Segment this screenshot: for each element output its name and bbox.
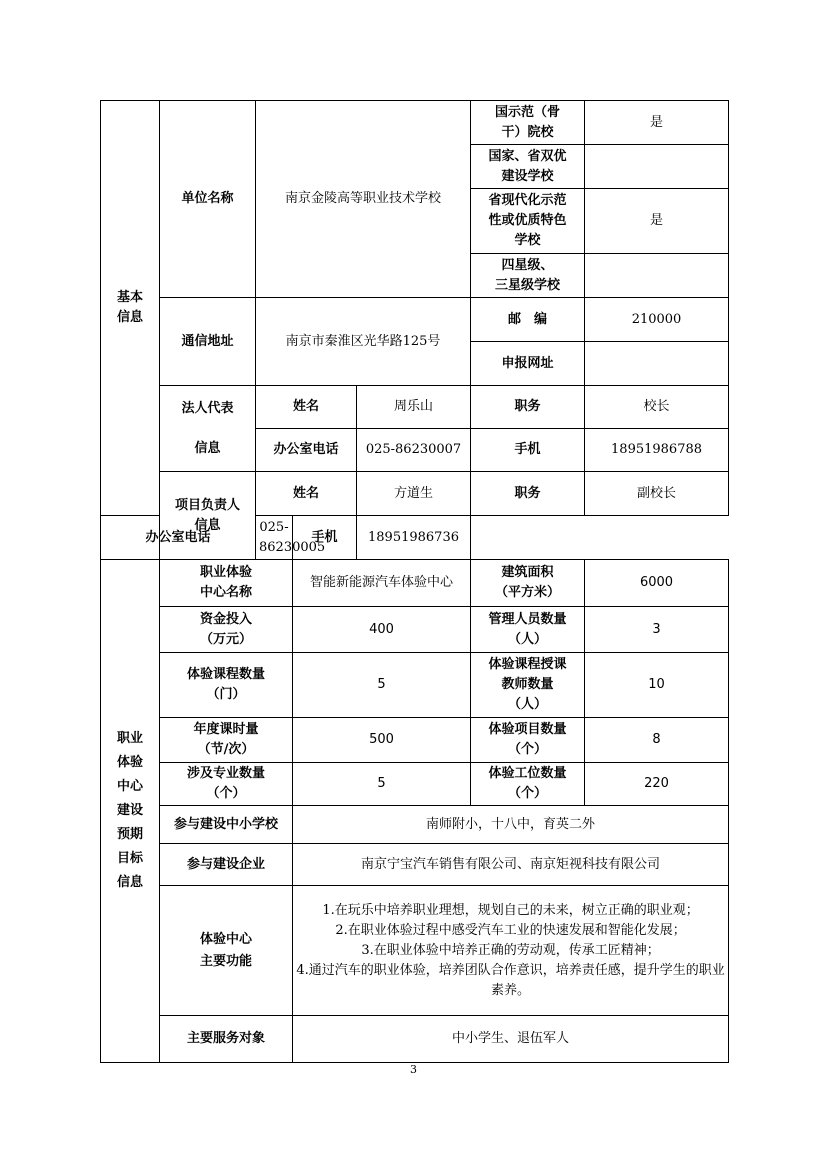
service-label: 主要服务对象: [160, 1016, 293, 1063]
legal-phone-value: 025-86230007: [357, 429, 471, 472]
legal-title-label: 职务: [471, 386, 585, 429]
postcode-label: 邮 编: [471, 298, 585, 342]
national-demo-value: 是: [585, 101, 729, 145]
double-excellence-label: 国家、省双优 建设学校: [471, 145, 585, 189]
application-form-table: [100, 100, 729, 1063]
function-item: 2.在职业体验过程中感受汽车工业的快速发展和智能化发展；: [335, 922, 686, 938]
hours-value: 500: [293, 718, 471, 763]
unit-name-label: 单位名称: [160, 101, 256, 298]
legal-name-label: 姓名: [256, 386, 357, 429]
teachers-label: 体验课程授课 教师数量 （人）: [471, 653, 585, 718]
address-label: 通信地址: [160, 298, 256, 386]
star-school-label: 四星级、 三星级学校: [471, 254, 585, 298]
legal-title-value: 校长: [585, 386, 729, 429]
page-number: 3: [410, 1063, 417, 1076]
teachers-value: 10: [585, 653, 729, 718]
hours-label: 年度课时量 （节/次）: [160, 718, 293, 763]
project-mobile-value: 18951986736: [357, 516, 471, 560]
staff-label: 管理人员数量 （人）: [471, 607, 585, 653]
function-item: 1.在玩乐中培养职业理想，规划自己的未来，树立正确的职业观；: [322, 902, 699, 918]
center-name-label: 职业体验 中心名称: [160, 560, 293, 607]
area-value: 6000: [585, 560, 729, 607]
function-item: 3.在职业体验中培养正确的劳动观，传承工匠精神；: [361, 942, 660, 958]
functions-label: 体验中心 主要功能: [160, 886, 293, 1016]
legal-mobile-value: 18951986788: [585, 429, 729, 472]
center-section-label: 职业 体验 中心 建设 预期 目标 信息: [101, 560, 160, 1063]
legal-phone-label: 办公室电话: [256, 429, 357, 472]
star-school-value: [585, 254, 729, 298]
project-title-value: 副校长: [585, 472, 729, 516]
project-phone-label: 办公室电话: [101, 516, 256, 560]
projects-label: 体验项目数量 （个）: [471, 718, 585, 763]
project-title-label: 职务: [471, 472, 585, 516]
stations-label: 体验工位数量 （个）: [471, 763, 585, 806]
modern-demo-label: 省现代化示范 性或优质特色 学校: [471, 189, 585, 254]
majors-value: 5: [293, 763, 471, 806]
projects-value: 8: [585, 718, 729, 763]
postcode-value: 210000: [585, 298, 729, 342]
basic-info-section-label: 基本 信息: [101, 101, 160, 516]
functions-list: [293, 886, 729, 1016]
courses-label: 体验课程数量 （门）: [160, 653, 293, 718]
schools-label: 参与建设中小学校: [160, 806, 293, 844]
center-name-value: 智能新能源汽车体验中心: [293, 560, 471, 607]
area-label: 建筑面积 （平方米）: [471, 560, 585, 607]
majors-label: 涉及专业数量 （个）: [160, 763, 293, 806]
funding-label: 资金投入 （万元）: [160, 607, 293, 653]
stations-value: 220: [585, 763, 729, 806]
legal-name-value: 周乐山: [357, 386, 471, 429]
staff-value: 3: [585, 607, 729, 653]
legal-rep-label: 法人代表 信息: [160, 386, 256, 472]
modern-demo-value: 是: [585, 189, 729, 254]
double-excellence-value: [585, 145, 729, 189]
project-name-value: 方道生: [357, 472, 471, 516]
legal-mobile-label: 手机: [471, 429, 585, 472]
project-mobile-label: 手机: [293, 516, 357, 560]
project-name-label: 姓名: [256, 472, 357, 516]
project-phone-value: 025-86230005: [256, 516, 293, 560]
address-value: 南京市秦淮区光华路125号: [256, 298, 471, 386]
schools-value: 南师附小，十八中，育英二外: [293, 806, 729, 844]
national-demo-label: 国示范（骨 干）院校: [471, 101, 585, 145]
website-label: 申报网址: [471, 342, 585, 386]
function-item: 4.通过汽车的职业体验，培养团队合作意识，培养责任感，提升学生的职业素养。: [296, 962, 725, 998]
funding-value: 400: [293, 607, 471, 653]
companies-value: 南京宁宝汽车销售有限公司、南京矩视科技有限公司: [293, 844, 729, 886]
project-lead-label: 项目负责人 信息: [160, 472, 256, 560]
courses-value: 5: [293, 653, 471, 718]
companies-label: 参与建设企业: [160, 844, 293, 886]
website-value: [585, 342, 729, 386]
unit-name-value: 南京金陵高等职业技术学校: [256, 101, 471, 298]
service-value: 中小学生、退伍军人: [293, 1016, 729, 1063]
